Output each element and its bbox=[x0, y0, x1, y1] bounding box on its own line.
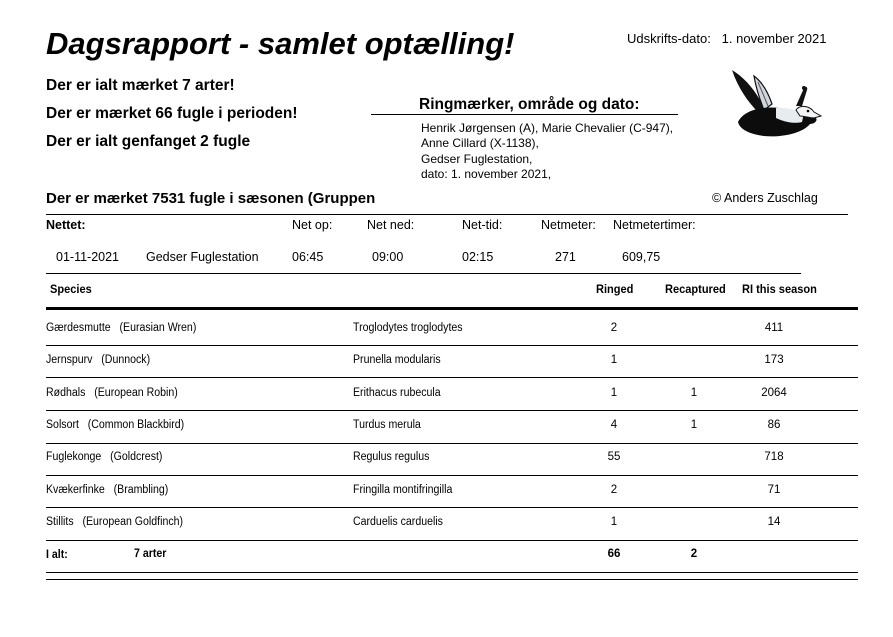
row-divider bbox=[46, 475, 858, 476]
species-latin-name: Erithacus rubecula bbox=[353, 387, 441, 399]
total-label: I alt: bbox=[46, 549, 68, 561]
net-header-ned: Net ned: bbox=[367, 218, 415, 232]
net-header-tid: Net-tid: bbox=[462, 218, 503, 232]
species-latin-name: Carduelis carduelis bbox=[353, 516, 443, 528]
ringed-count: 55 bbox=[607, 451, 621, 463]
recaptured-count: 1 bbox=[690, 419, 698, 431]
ringer-line: Gedser Fuglestation, bbox=[421, 152, 533, 166]
species-common-name: Solsort (Common Blackbird) bbox=[46, 419, 185, 431]
ringed-count: 2 bbox=[610, 484, 618, 496]
net-header-netmetertimer: Netmetertimer: bbox=[613, 218, 696, 232]
species-latin-name: Troglodytes troglodytes bbox=[353, 322, 463, 334]
total-recaptured: 2 bbox=[690, 548, 698, 560]
season-count: 173 bbox=[764, 354, 784, 366]
ringed-count: 2 bbox=[610, 322, 618, 334]
summary-species-count: Der er ialt mærket 7 arter! bbox=[46, 77, 235, 94]
net-op-value: 06:45 bbox=[292, 250, 324, 264]
ringed-count: 1 bbox=[610, 516, 618, 528]
divider bbox=[46, 273, 801, 274]
season-count: 14 bbox=[767, 516, 781, 528]
row-divider bbox=[46, 345, 858, 346]
total-species-count: 7 arter bbox=[134, 548, 167, 560]
net-ned-value: 09:00 bbox=[372, 250, 404, 264]
net-header-op: Net op: bbox=[292, 218, 333, 232]
row-divider bbox=[46, 540, 858, 541]
summary-recaptured: Der er ialt genfanget 2 fugle bbox=[46, 133, 251, 150]
column-recaptured: Recaptured bbox=[665, 282, 726, 296]
row-divider bbox=[46, 377, 858, 378]
net-date: 01-11-2021 bbox=[56, 250, 120, 264]
row-divider bbox=[46, 579, 858, 580]
row-divider bbox=[46, 410, 858, 411]
ringer-divider bbox=[371, 114, 678, 115]
species-latin-name: Prunella modularis bbox=[353, 354, 441, 366]
copyright: © Anders Zuschlag bbox=[712, 191, 818, 205]
net-header-nettet: Nettet: bbox=[46, 218, 86, 232]
print-date bbox=[627, 31, 826, 46]
species-common-name: Kvækerfinke (Brambling) bbox=[46, 484, 169, 496]
row-divider bbox=[46, 572, 858, 573]
season-count: 718 bbox=[764, 451, 784, 463]
ringed-count: 4 bbox=[610, 419, 618, 431]
species-common-name: Rødhals (European Robin) bbox=[46, 387, 178, 399]
column-species: Species bbox=[50, 282, 92, 296]
species-latin-name: Turdus merula bbox=[353, 419, 421, 431]
row-divider bbox=[46, 507, 858, 508]
ringed-count: 1 bbox=[610, 354, 618, 366]
net-header-netmeter: Netmeter: bbox=[541, 218, 596, 232]
species-common-name: Jernspurv (Dunnock) bbox=[46, 354, 151, 366]
netmeter-value: 271 bbox=[555, 250, 576, 264]
row-divider bbox=[46, 443, 858, 444]
season-total: Der er mærket 7531 fugle i sæsonen (Gruppen bbox=[46, 190, 376, 207]
ringer-line: Henrik Jørgensen (A), Marie Chevalier (C-947), bbox=[421, 121, 674, 135]
species-latin-name: Regulus regulus bbox=[353, 451, 430, 463]
ringer-heading: Ringmærker, område og dato: bbox=[419, 96, 640, 113]
eider-duck-icon bbox=[724, 66, 824, 140]
net-station: Gedser Fuglestation bbox=[146, 250, 259, 264]
ringed-count: 1 bbox=[610, 387, 618, 399]
netmetertimer-value: 609,75 bbox=[622, 250, 661, 264]
species-common-name: Gærdesmutte (Eurasian Wren) bbox=[46, 322, 197, 334]
net-tid-value: 02:15 bbox=[462, 250, 494, 264]
species-common-name: Stillits (European Goldfinch) bbox=[46, 516, 184, 528]
ringer-line: dato: 1. november 2021, bbox=[421, 167, 552, 181]
divider bbox=[46, 214, 848, 215]
header-divider bbox=[46, 307, 858, 310]
print-date-label: Udskrifts-dato: bbox=[627, 31, 711, 46]
season-count: 71 bbox=[767, 484, 781, 496]
total-ringed: 66 bbox=[607, 548, 621, 560]
column-ringed: Ringed bbox=[596, 282, 634, 296]
column-season: RI this season bbox=[742, 282, 817, 296]
report-title: Dagsrapport - samlet optælling! bbox=[46, 26, 515, 61]
season-count: 411 bbox=[764, 322, 784, 334]
season-count: 2064 bbox=[761, 387, 787, 399]
recaptured-count: 1 bbox=[690, 387, 698, 399]
species-common-name: Fuglekonge (Goldcrest) bbox=[46, 451, 163, 463]
species-latin-name: Fringilla montifringilla bbox=[353, 484, 453, 496]
print-date-value: 1. november 2021 bbox=[721, 31, 827, 46]
ringer-line: Anne Cillard (X-1138), bbox=[421, 136, 539, 150]
season-count: 86 bbox=[767, 419, 781, 431]
summary-birds-period: Der er mærket 66 fugle i perioden! bbox=[46, 105, 298, 122]
